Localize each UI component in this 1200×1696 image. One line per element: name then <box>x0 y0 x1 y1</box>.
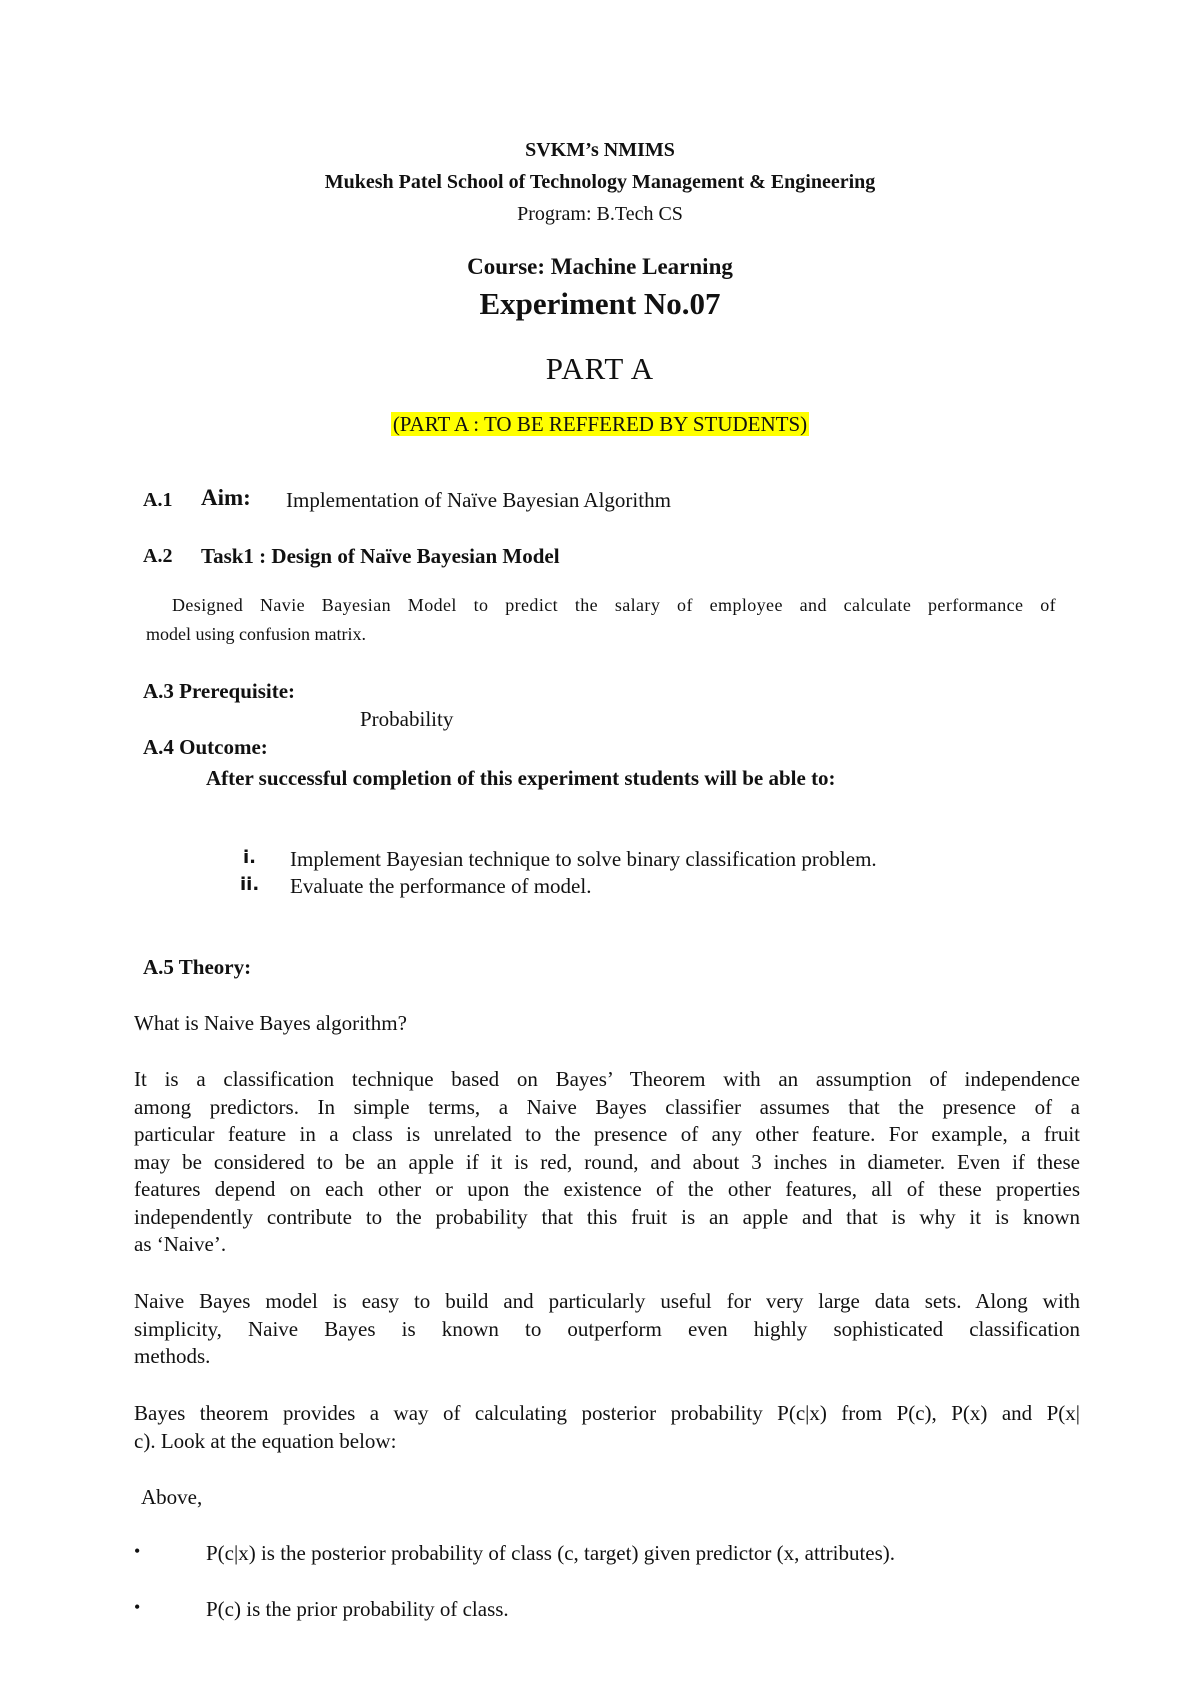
outcome-marker-1: i. <box>243 847 257 868</box>
school-name: Mukesh Patel School of Technology Management & Engineering <box>324 171 876 193</box>
a2-label: Task1 : Design of Naïve Bayesian Model <box>201 544 560 568</box>
a2-number: A.2 <box>143 545 173 567</box>
bullet-text: P(c|x) is the posterior probability of class (c, target) given predictor (x, attributes). <box>206 1541 896 1565</box>
a1-label: Aim: <box>201 485 251 510</box>
part-note: (PART A : TO BE REFFERED BY STUDENTS) <box>392 412 808 436</box>
theory-p1-line: may be considered to be an apple if it is red, round, and about 3 inches in diameter. Even if these <box>134 1150 1080 1174</box>
theory-p1-line: independently contribute to the probability that this fruit is an apple and that is why it is known <box>134 1205 1080 1229</box>
part-note-wrap <box>0 412 1200 437</box>
a4-lead: After successful completion of this experiment students will be able to: <box>206 766 836 790</box>
bullet-text: P(c) is the prior probability of class. <box>206 1597 509 1621</box>
theory-p2-line: methods. <box>134 1344 211 1368</box>
theory-above: Above, <box>141 1485 203 1509</box>
bullet-dot: • <box>134 1541 141 1561</box>
theory-p2-line: Naive Bayes model is easy to build and particularly useful for very large data sets. Along with <box>134 1289 1080 1313</box>
outcome-item-1: Implement Bayesian technique to solve binary classification problem. <box>290 847 877 871</box>
a5-label: A.5 Theory: <box>143 955 252 979</box>
course-line: Course: Machine Learning <box>467 254 733 279</box>
a3-label: A.3 Prerequisite: <box>143 679 296 703</box>
theory-p3-line: Bayes theorem provides a way of calculating posterior probability P(c|x) from P(c), P(x) and P(x| <box>134 1401 1080 1425</box>
theory-p1-line: among predictors. In simple terms, a Naive Bayes classifier assumes that the presence of a <box>134 1095 1080 1119</box>
part-title: PART A <box>545 351 655 386</box>
theory-p1-line: features depend on each other or upon the existence of the other features, all of these properties <box>134 1177 1080 1201</box>
theory-p1-line: as ‘Naive’. <box>134 1232 227 1256</box>
a1-number: A.1 <box>143 489 173 511</box>
institution-name: SVKM’s NMIMS <box>525 139 675 161</box>
theory-p1-line: particular feature in a class is unrelated to the presence of any other feature. For example, a fruit <box>134 1122 1080 1146</box>
experiment-title: Experiment No.07 <box>479 286 721 321</box>
a2-text-line2: model using confusion matrix. <box>146 624 366 644</box>
a5-question: What is Naive Bayes algorithm? <box>134 1011 407 1035</box>
program-line: Program: B.Tech CS <box>517 203 683 225</box>
theory-p3-line: c). Look at the equation below: <box>134 1429 397 1453</box>
a3-text: Probability <box>360 707 454 731</box>
a2-text-line1: Designed Navie Bayesian Model to predict the salary of employee and calculate performance of <box>172 595 1056 615</box>
theory-p1-line: It is a classification technique based on Bayes’ Theorem with an assumption of independence <box>134 1067 1080 1091</box>
theory-p2-line: simplicity, Naive Bayes is known to outperform even highly sophisticated classification <box>134 1317 1080 1341</box>
outcome-marker-2: ii. <box>240 874 260 895</box>
a4-label: A.4 Outcome: <box>143 735 268 759</box>
a1-text: Implementation of Naïve Bayesian Algorithm <box>286 488 671 512</box>
outcome-item-2: Evaluate the performance of model. <box>290 874 592 898</box>
bullet-dot: • <box>134 1597 141 1617</box>
